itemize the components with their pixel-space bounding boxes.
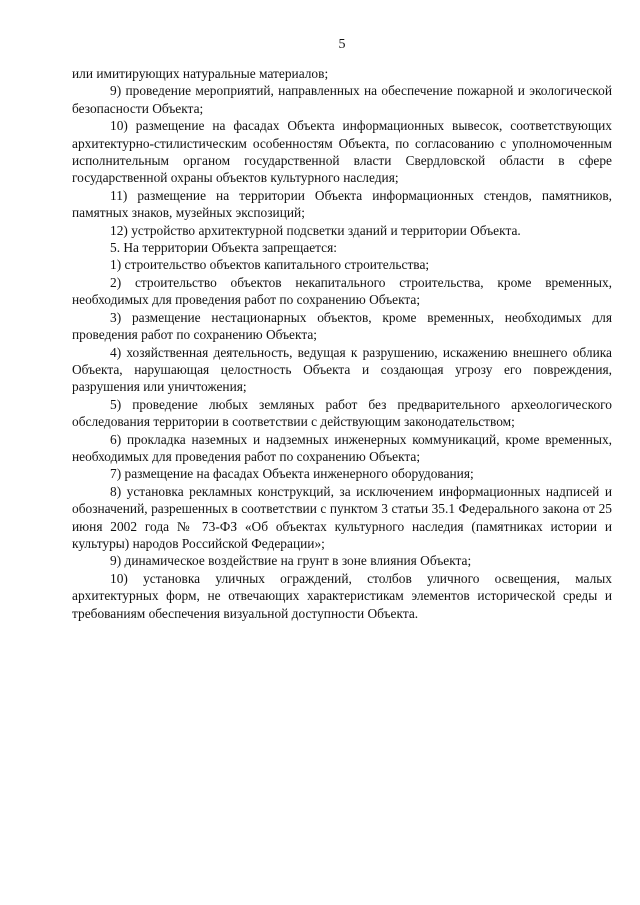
list-item: 5) проведение любых земляных работ без предварительного археологического обследования территории в соответствии с действующим законодательством; bbox=[72, 396, 612, 430]
page-number: 5 bbox=[338, 37, 346, 52]
list-item: 1) строительство объектов капитального строительства; bbox=[110, 257, 430, 273]
list-item: 8) установка рекламных конструкций, за исключением информационных надписей и обозначений, разрешенных в соответствии с пунктом 3 статьи 35.1 Федерального закона от 25 июня 2002 года № 73-ФЗ «Об объектах культурного наследия (памятниках истории и культуры) народов Российской Федерации»; bbox=[72, 483, 612, 551]
list-item: 10) установка уличных ограждений, столбов уличного освещения, малых архитектурных форм, не отвечающих характеристикам элементов исторической среды и требованиям обеспечения визуальной доступности Объекта. bbox=[72, 570, 612, 621]
list-item: 7) размещение на фасадах Объекта инженерного оборудования; bbox=[110, 466, 474, 482]
section-heading: 5. На территории Объекта запрещается: bbox=[110, 240, 337, 256]
list-item: 4) хозяйственная деятельность, ведущая к разрушению, искажению внешнего облика Объекта, нарушающая целостность Объекта и создающая угрозу его повреждения, разрушения или уничтожения; bbox=[72, 344, 612, 395]
list-item: 3) размещение нестационарных объектов, кроме временных, необходимых для проведения работ по сохранению Объекта; bbox=[72, 309, 612, 343]
list-item: 2) строительство объектов некапитального строительства, кроме временных, необходимых для проведения работ по сохранению Объекта; bbox=[72, 274, 612, 308]
document-body bbox=[72, 65, 612, 622]
list-item: 11) размещение на территории Объекта информационных стендов, памятников, памятных знаков, музейных экспозиций; bbox=[72, 187, 612, 221]
list-item: 12) устройство архитектурной подсветки зданий и территории Объекта. bbox=[110, 222, 521, 238]
list-item: 9) динамическое воздействие на грунт в зоне влияния Объекта; bbox=[110, 553, 472, 569]
list-item: 10) размещение на фасадах Объекта информационных вывесок, соответствующих архитектурно-стилистическим особенностям Объекта, по согласованию с уполномоченным исполнительным органом государственной власти Свердловской области в сфере государственной охраны объектов культурного наследия; bbox=[72, 118, 612, 186]
paragraph-continuation: или имитирующих натуральные материалов; bbox=[72, 66, 329, 81]
list-item: 6) прокладка наземных и надземных инженерных коммуникаций, кроме временных, необходимых для проведения работ по сохранению Объекта; bbox=[72, 431, 612, 464]
list-item: 9) проведение мероприятий, направленных на обеспечение пожарной и экологической безопасности Объекта; bbox=[72, 83, 612, 116]
